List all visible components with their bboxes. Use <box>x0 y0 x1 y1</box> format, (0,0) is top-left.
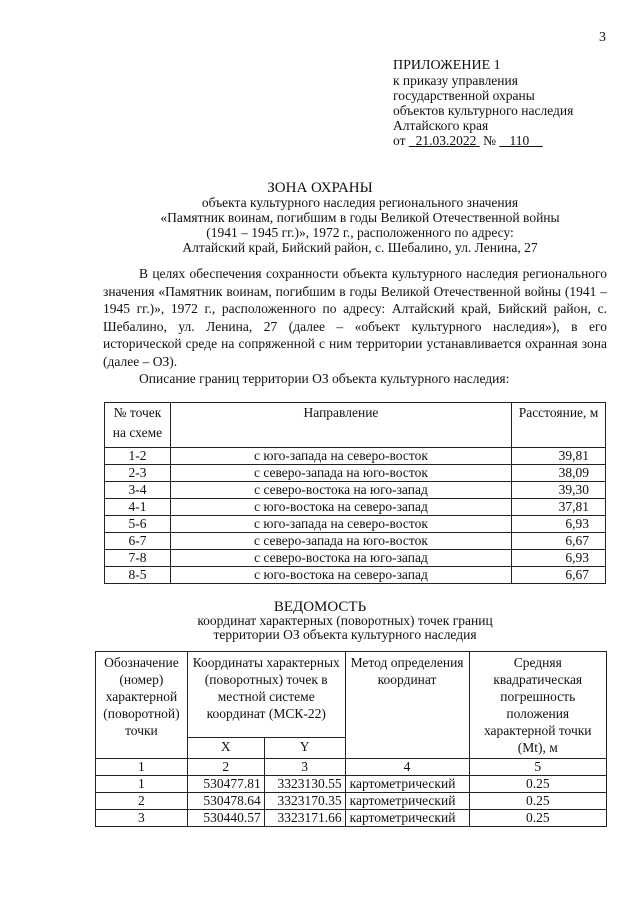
error-cell: 0.25 <box>469 810 607 827</box>
distance-cell: 6,67 <box>512 533 606 550</box>
table-row <box>96 810 607 827</box>
distance-cell: 6,67 <box>512 567 606 584</box>
direction-cell: с северо-запада на юго-восток <box>170 465 511 482</box>
column-number: 4 <box>345 759 469 776</box>
point-number-cell: 3 <box>96 810 188 827</box>
header-method: Метод определения координат <box>345 652 469 759</box>
zone-line: объекта культурного наследия регионального значения <box>201 195 519 210</box>
header-designation: Обозначение (номер) характерной (поворотной) точки <box>96 652 188 759</box>
distance-cell: 39,30 <box>512 482 606 499</box>
point-number-cell: 1 <box>96 776 188 793</box>
appendix-line: объектов культурного наследия <box>393 103 574 118</box>
method-cell: картометрический <box>345 810 469 827</box>
header-direction: Направление <box>170 403 511 448</box>
zone-title: ЗОНА ОХРАНЫ <box>267 180 373 196</box>
header-points: № точек на схеме <box>105 403 171 448</box>
table-row <box>96 776 607 793</box>
column-number: 5 <box>469 759 607 776</box>
direction-cell: с северо-востока на юго-запад <box>170 550 511 567</box>
boundary-table-header <box>105 403 606 448</box>
distance-cell: 37,81 <box>512 499 606 516</box>
distance-cell: 6,93 <box>512 550 606 567</box>
boundary-table <box>104 402 606 584</box>
point-pair-cell: 4-1 <box>105 499 171 516</box>
column-number: 3 <box>264 759 345 776</box>
header-y: Y <box>264 737 345 758</box>
vedomost-line: территории ОЗ объекта культурного наследия <box>213 627 477 642</box>
vedomost-subtitle <box>0 614 640 642</box>
table-row <box>105 482 606 499</box>
point-pair-cell: 1-2 <box>105 448 171 465</box>
zone-line: (1941 – 1945 гг.)», 1972 г., расположенного по адресу: <box>206 225 514 240</box>
coord-x-cell: 530477.81 <box>187 776 264 793</box>
boundary-caption: Описание границ территории ОЗ объекта культурного наследия: <box>139 371 510 386</box>
table-row <box>105 550 606 567</box>
table-row <box>105 465 606 482</box>
distance-cell: 39,81 <box>512 448 606 465</box>
coord-x-cell: 530478.64 <box>187 793 264 810</box>
table-row <box>105 448 606 465</box>
intro-paragraph <box>103 265 607 370</box>
method-cell: картометрический <box>345 793 469 810</box>
point-pair-cell: 7-8 <box>105 550 171 567</box>
zone-line: Алтайский край, Бийский район, с. Шебалино, ул. Ленина, 27 <box>182 240 538 255</box>
header-coordinates: Координаты характерных (поворотных) точек в местной системе координат (МСК-22) <box>187 652 345 738</box>
column-number: 2 <box>187 759 264 776</box>
page-number: 3 <box>599 30 606 45</box>
zone-subtitle <box>0 195 640 255</box>
header-x: X <box>187 737 264 758</box>
coord-x-cell: 530440.57 <box>187 810 264 827</box>
direction-cell: с юго-запада на северо-восток <box>170 448 511 465</box>
direction-cell: с северо-востока на юго-запад <box>170 482 511 499</box>
appendix-line: к приказу управления <box>393 73 518 88</box>
coord-header-row <box>96 652 607 738</box>
point-pair-cell: 5-6 <box>105 516 171 533</box>
vedomost-title: ВЕДОМОСТЬ <box>273 599 367 615</box>
coordinates-table <box>95 651 607 827</box>
error-cell: 0.25 <box>469 793 607 810</box>
intro-text: В целях обеспечения сохранности объекта культурного наследия регионального значения «Памятник воинам, погибшим в годы Великой Отечественной войны (1941 – 1945 гг.)», 1972 г., расположенного по адресу: Алтайский край, Бийский район, с. Шебалино, ул. Ленина, 27 (далее – «объект культурного наследия»), в его исторической среде на сопряженной с ним территории устанавливается охранная зона (далее – ОЗ). <box>103 266 607 369</box>
appendix-line: государственной охраны <box>393 88 535 103</box>
distance-cell: 38,09 <box>512 465 606 482</box>
column-number-row <box>96 759 607 776</box>
table-row <box>96 793 607 810</box>
coord-y-cell: 3323171.66 <box>264 810 345 827</box>
order-date: 21.03.2022 <box>415 133 477 148</box>
method-cell: картометрический <box>345 776 469 793</box>
table-row <box>105 499 606 516</box>
order-no-label: № <box>483 133 496 148</box>
point-pair-cell: 2-3 <box>105 465 171 482</box>
header-error: Средняя квадратическая погрешность положения характерной точки (Mt), м <box>469 652 607 759</box>
coord-y-cell: 3323170.35 <box>264 793 345 810</box>
direction-cell: с северо-запада на юго-восток <box>170 533 511 550</box>
zone-line: «Памятник воинам, погибшим в годы Великой Отечественной войны <box>160 210 560 225</box>
order-line <box>393 133 573 148</box>
order-number: 110 <box>509 133 530 148</box>
column-number: 1 <box>96 759 188 776</box>
table-row <box>105 516 606 533</box>
appendix-title: ПРИЛОЖЕНИЕ 1 <box>393 58 501 73</box>
vedomost-line: координат характерных (поворотных) точек границ <box>197 613 493 628</box>
distance-cell: 6,93 <box>512 516 606 533</box>
point-pair-cell: 3-4 <box>105 482 171 499</box>
direction-cell: с юго-запада на северо-восток <box>170 516 511 533</box>
direction-cell: с юго-востока на северо-запад <box>170 499 511 516</box>
point-pair-cell: 6-7 <box>105 533 171 550</box>
point-pair-cell: 8-5 <box>105 567 171 584</box>
error-cell: 0.25 <box>469 776 607 793</box>
coord-y-cell: 3323130.55 <box>264 776 345 793</box>
direction-cell: с юго-востока на северо-запад <box>170 567 511 584</box>
table-row <box>105 567 606 584</box>
appendix-line: Алтайского края <box>393 118 489 133</box>
table-row <box>105 533 606 550</box>
appendix-block <box>393 58 573 148</box>
header-distance: Расстояние, м <box>512 403 606 448</box>
order-prefix: от <box>393 133 406 148</box>
point-number-cell: 2 <box>96 793 188 810</box>
